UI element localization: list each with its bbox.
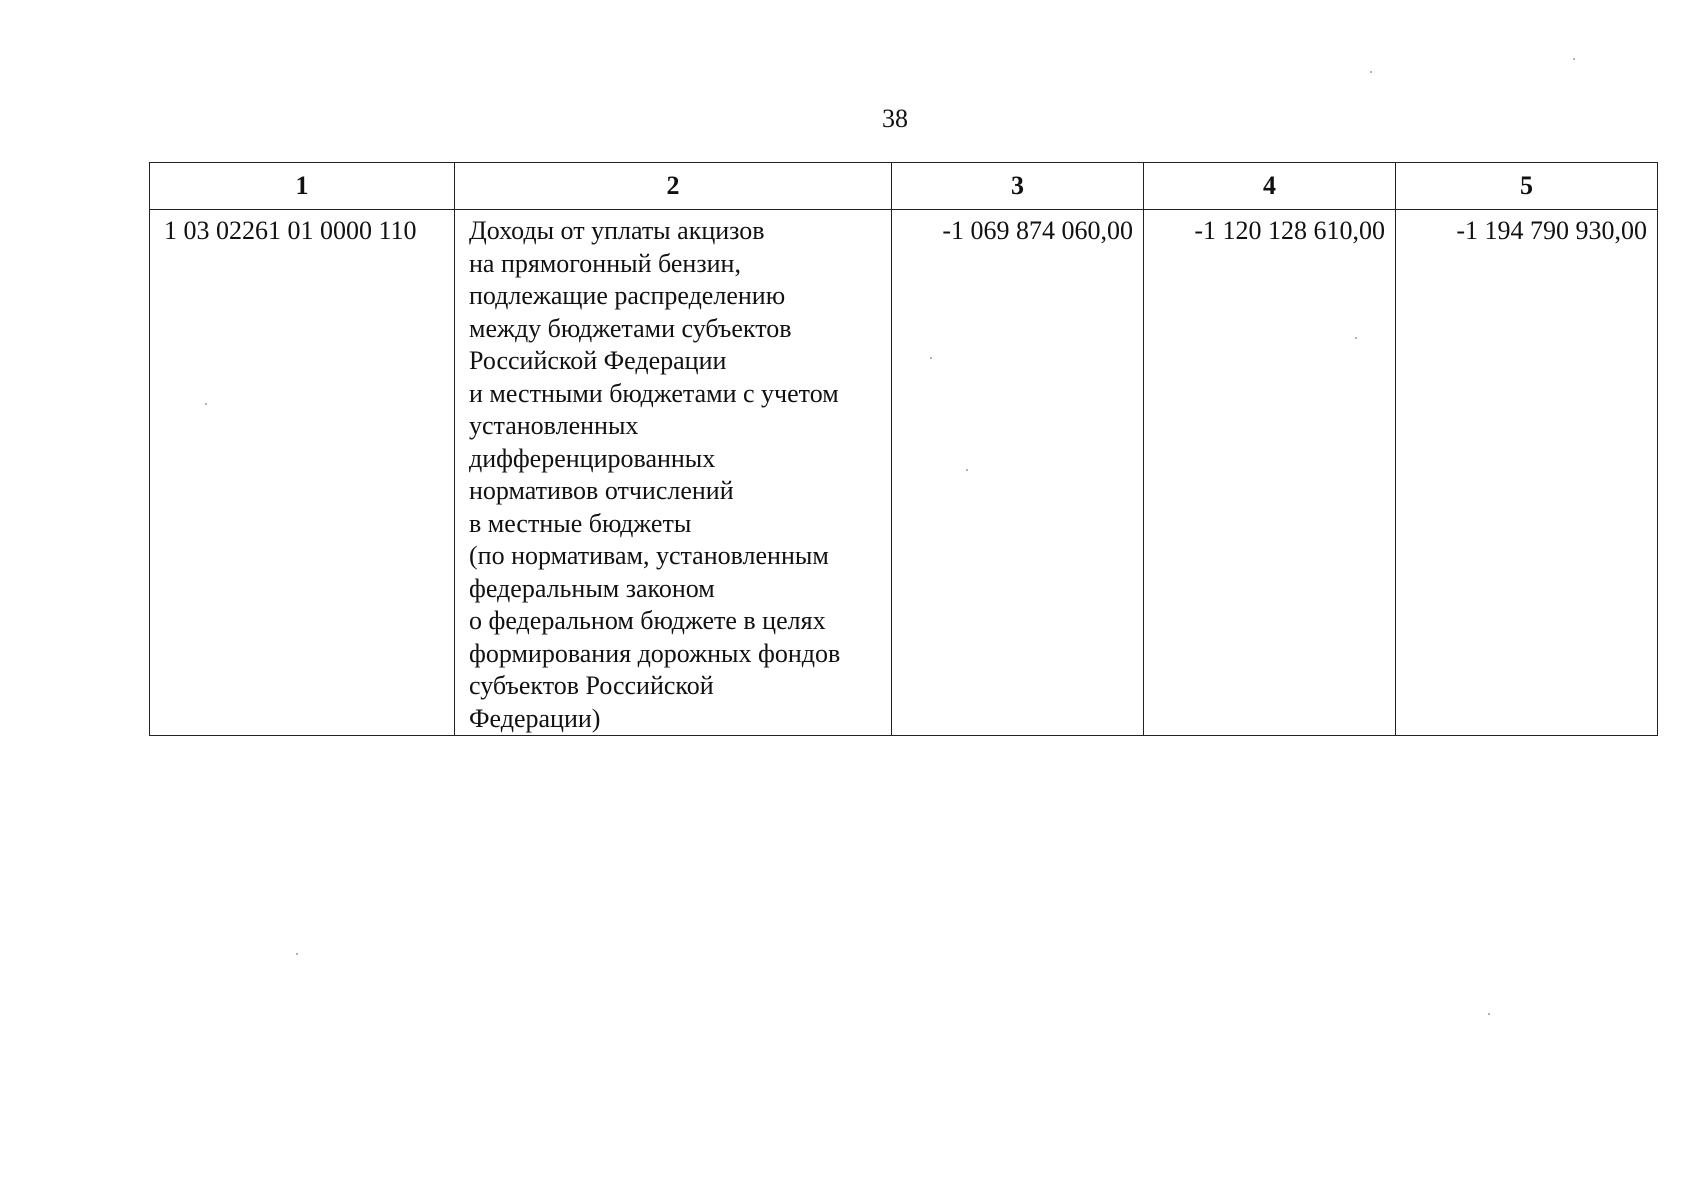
description-line: Федерации) bbox=[469, 703, 601, 733]
description-line: федеральным законом bbox=[469, 573, 715, 603]
description-line: на прямогонный бензин, bbox=[469, 248, 741, 278]
description-line: подлежащие распределению bbox=[469, 281, 786, 310]
description-line: и местными бюджетами с учетом bbox=[469, 378, 839, 408]
description-line: Российской Федерации bbox=[469, 346, 727, 375]
scan-speck bbox=[966, 469, 968, 471]
description-line: формирования дорожных фондов bbox=[469, 638, 841, 668]
column-header: 4 bbox=[1144, 163, 1396, 210]
description-line: между бюджетами субъектов bbox=[469, 313, 792, 343]
scan-speck bbox=[296, 953, 298, 955]
table-header-row bbox=[150, 163, 1658, 210]
amount-column-3: -1 069 874 060,00 bbox=[892, 210, 1144, 736]
column-header: 2 bbox=[455, 163, 892, 210]
page-number: 38 bbox=[882, 104, 908, 133]
description-line: дифференцированных bbox=[469, 443, 716, 473]
budget-table bbox=[149, 162, 1658, 736]
description-line: Доходы от уплаты акцизов bbox=[469, 216, 765, 245]
description-line: о федеральном бюджете в целях bbox=[469, 606, 826, 635]
amount-column-4: -1 120 128 610,00 bbox=[1144, 210, 1396, 736]
description-line: субъектов Российской bbox=[469, 671, 714, 700]
scan-speck bbox=[930, 357, 932, 359]
revenue-description bbox=[455, 210, 892, 736]
scan-speck bbox=[1370, 71, 1372, 73]
description-line: нормативов отчислений bbox=[469, 476, 734, 505]
column-header: 3 bbox=[892, 163, 1144, 210]
description-line: (по нормативам, установленным bbox=[469, 541, 829, 570]
column-header: 5 bbox=[1396, 163, 1658, 210]
description-line: в местные бюджеты bbox=[469, 508, 692, 538]
scan-speck bbox=[205, 403, 207, 405]
column-header: 1 bbox=[150, 163, 455, 210]
table-row bbox=[150, 210, 1658, 736]
scan-speck bbox=[1355, 337, 1357, 339]
description-line: установленных bbox=[469, 411, 639, 440]
scan-speck bbox=[1488, 1013, 1490, 1015]
budget-classification-code: 1 03 02261 01 0000 110 bbox=[150, 210, 455, 736]
amount-column-5: -1 194 790 930,00 bbox=[1396, 210, 1658, 736]
scan-speck bbox=[1573, 58, 1575, 60]
